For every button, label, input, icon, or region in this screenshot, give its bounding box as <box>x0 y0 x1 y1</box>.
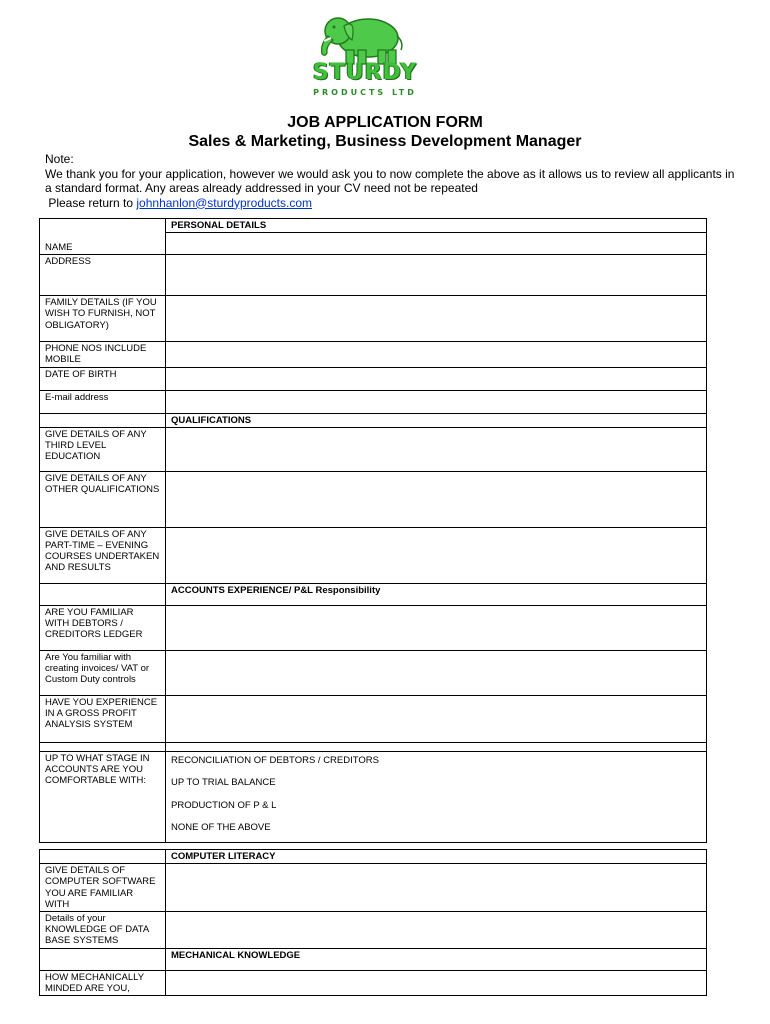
return-prefix: Please return to <box>45 195 137 210</box>
third-level-field[interactable] <box>166 427 707 471</box>
application-table <box>39 218 707 843</box>
database-field[interactable] <box>166 912 707 949</box>
mechanical-field[interactable] <box>166 970 707 995</box>
gross-profit-field[interactable] <box>166 695 707 742</box>
stage-option[interactable]: PRODUCTION OF P & L <box>171 799 277 811</box>
form-subtitle: Sales & Marketing, Business Development Manager <box>188 133 582 150</box>
stage-option[interactable]: RECONCILIATION OF DEBTORS / CREDITORS <box>171 754 379 766</box>
invoices-field[interactable] <box>166 650 707 695</box>
accounts-heading: ACCOUNTS EXPERIENCE/ P&L Responsibility <box>166 583 707 605</box>
spacer-cell <box>40 742 166 751</box>
computer-table <box>39 849 707 996</box>
part-time-field[interactable] <box>166 527 707 583</box>
accounts-heading-row <box>40 583 707 605</box>
qualifications-heading-row <box>40 413 707 427</box>
other-qual-label: GIVE DETAILS OF ANY OTHER QUALIFICATIONS <box>40 471 166 527</box>
qualifications-heading: QUALIFICATIONS <box>166 413 707 427</box>
return-line <box>45 196 735 211</box>
computer-heading: COMPUTER LITERACY <box>166 850 707 864</box>
personal-details-heading: PERSONAL DETAILS <box>166 219 707 255</box>
form-title: JOB APPLICATION FORM <box>287 114 483 131</box>
debtors-field[interactable] <box>166 605 707 650</box>
blank-row <box>40 742 707 751</box>
gross-profit-label: HAVE YOU EXPERIENCE IN A GROSS PROFIT ANALYSIS SYSTEM <box>40 695 166 742</box>
elephant-icon <box>300 10 430 66</box>
name-label: NAME <box>40 219 166 255</box>
phone-label: PHONE NOS INCLUDE MOBILE <box>40 342 166 367</box>
email-row <box>40 390 707 413</box>
name-row <box>40 219 707 255</box>
database-row <box>40 912 707 949</box>
address-row <box>40 255 707 296</box>
family-label: FAMILY DETAILS (IF YOU WISH TO FURNISH, NOT OBLIGATORY) <box>40 296 166 342</box>
database-label: Details of your KNOWLEDGE OF DATA BASE SYSTEMS <box>40 912 166 949</box>
mechanical-label: HOW MECHANICALLY MINDED ARE YOU, <box>40 970 166 995</box>
stage-options <box>166 751 707 842</box>
name-field[interactable] <box>166 233 706 254</box>
invoices-label: Are You familiar with creating invoices/ VAT or Custom Duty controls <box>40 650 166 695</box>
mechanical-heading: MECHANICAL KNOWLEDGE <box>166 948 707 970</box>
software-label: GIVE DETAILS OF COMPUTER SOFTWARE YOU ARE FAMILIAR WITH <box>40 864 166 912</box>
stage-option[interactable]: UP TO TRIAL BALANCE <box>171 776 276 788</box>
mechanical-row <box>40 970 707 995</box>
part-time-label: GIVE DETAILS OF ANY PART-TIME – EVENING COURSES UNDERTAKEN AND RESULTS <box>40 527 166 583</box>
note-text: We thank you for your application, however we would ask you to now complete the above as it allows us to review all applicants in a standard format. Any areas already addressed in your CV need not be repeated <box>45 166 735 195</box>
dob-row <box>40 367 707 390</box>
note-block <box>45 152 735 210</box>
stage-row <box>40 751 707 842</box>
debtors-row <box>40 605 707 650</box>
address-label: ADDRESS <box>40 255 166 296</box>
invoices-row <box>40 650 707 695</box>
email-label: E-mail address <box>40 390 166 413</box>
return-email-link[interactable]: johnhanlon@sturdyproducts.com <box>136 195 313 210</box>
computer-heading-row <box>40 850 707 864</box>
logo-wordmark: STURDY <box>312 60 418 85</box>
spacer-cell <box>40 850 166 864</box>
spacer-cell <box>40 583 166 605</box>
debtors-label: ARE YOU FAMILIAR WITH DEBTORS / CREDITORS LEDGER <box>40 605 166 650</box>
software-row <box>40 864 707 912</box>
other-qual-field[interactable] <box>166 471 707 527</box>
note-label: Note: <box>45 152 74 166</box>
family-field[interactable] <box>166 296 707 342</box>
logo-subtitle: PRODUCTS LTD <box>313 88 417 97</box>
part-time-row <box>40 527 707 583</box>
dob-label: DATE OF BIRTH <box>40 367 166 390</box>
email-field[interactable] <box>166 390 707 413</box>
gross-profit-row <box>40 695 707 742</box>
dob-field[interactable] <box>166 367 707 390</box>
company-logo <box>300 10 430 100</box>
family-row <box>40 296 707 342</box>
software-field[interactable] <box>166 864 707 912</box>
third-level-row <box>40 427 707 471</box>
other-qual-row <box>40 471 707 527</box>
address-field[interactable] <box>166 255 707 296</box>
spacer-cell <box>40 948 166 970</box>
stage-label: UP TO WHAT STAGE IN ACCOUNTS ARE YOU COMFORTABLE WITH: <box>40 751 166 842</box>
phone-field[interactable] <box>166 342 707 367</box>
stage-option[interactable]: NONE OF THE ABOVE <box>171 821 271 833</box>
third-level-label: GIVE DETAILS OF ANY THIRD LEVEL EDUCATION <box>40 427 166 471</box>
mechanical-heading-row <box>40 948 707 970</box>
phone-row <box>40 342 707 367</box>
spacer-cell <box>40 413 166 427</box>
spacer-cell <box>166 742 707 751</box>
